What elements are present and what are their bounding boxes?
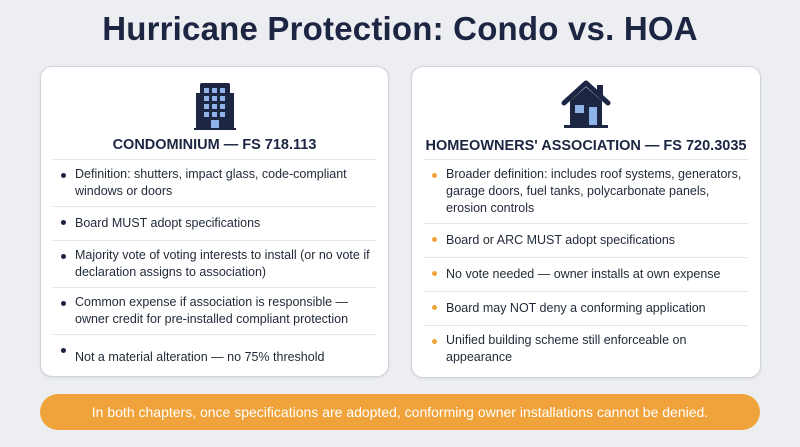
list-item: Majority vote of voting interests to install (or no vote if declaration assigns to association) bbox=[53, 241, 376, 288]
hoa-card bbox=[411, 66, 761, 378]
bullet-icon bbox=[61, 348, 66, 353]
building-icon bbox=[192, 79, 238, 136]
hoa-heading: HOMEOWNERS' ASSOCIATION — FS 720.3035 bbox=[425, 138, 747, 154]
bullet-icon bbox=[432, 173, 437, 178]
house-icon bbox=[560, 79, 612, 134]
summary-banner bbox=[40, 394, 760, 430]
bullet-icon bbox=[61, 220, 66, 225]
bullet-icon bbox=[432, 305, 437, 310]
list-item: Not a material alteration — no 75% threshold bbox=[53, 335, 376, 372]
hoa-list bbox=[424, 159, 748, 372]
condo-card bbox=[40, 66, 389, 377]
bullet-icon bbox=[61, 173, 66, 178]
list-item: Broader definition: includes roof systems, generators, garage doors, fuel tanks, polycarbonate panels, erosion controls bbox=[424, 160, 748, 224]
condo-heading: CONDOMINIUM — FS 718.113 bbox=[112, 137, 317, 153]
bullet-icon bbox=[61, 301, 66, 306]
page-title: Hurricane Protection: Condo vs. HOA bbox=[102, 10, 698, 47]
bullet-icon bbox=[432, 271, 437, 276]
bullet-icon bbox=[61, 254, 66, 259]
list-item: Board MUST adopt specifications bbox=[53, 207, 376, 241]
list-item: Board or ARC MUST adopt specifications bbox=[424, 224, 748, 258]
list-item: Unified building scheme still enforceable on appearance bbox=[424, 326, 748, 372]
list-item: Definition: shutters, impact glass, code-compliant windows or doors bbox=[53, 160, 376, 207]
bullet-icon bbox=[432, 339, 437, 344]
list-item: No vote needed — owner installs at own expense bbox=[424, 258, 748, 292]
condo-list bbox=[53, 159, 376, 372]
summary-text: In both chapters, once specifications are adopted, conforming owner installations cannot be denied. bbox=[91, 404, 709, 420]
list-item: Board may NOT deny a conforming application bbox=[424, 292, 748, 326]
list-item: Common expense if association is responsible — owner credit for pre-installed compliant protection bbox=[53, 288, 376, 335]
bullet-icon bbox=[432, 237, 437, 242]
